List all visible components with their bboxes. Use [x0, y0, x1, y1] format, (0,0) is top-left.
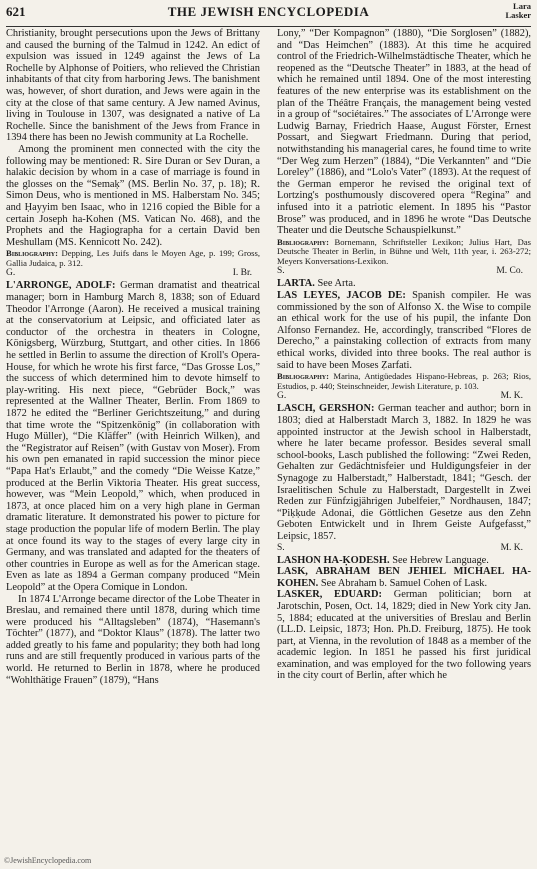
lashon-entry: [277, 555, 531, 567]
larronge-continuation: Lony,” “Der Kompagnon” (1880), “Die Sorglosen” (1882), and “Das Heimchen” (1883). At this time he acquired control of the Friedrich-Wilhelmstädtische Theater, which he reopened as the “Deutsche Theater” in 1883, at the head of which he remained until 1894. One of the most interesting features of the new enterprise was its establishment on the plan of the Théâtre Français, the management being vested in a group of “sociétaires.” The associates of L'Arronge were Ludwig Barnay, Friedrich Haase, August Förster, Ernest Possart, and Siegwart Friedmann. During that period, notwithstanding his managerial cares, he found time to write “Der Weg zum Herzen” (1884), “Die Verkannten” and “Die Loreley” (1886), and “Lolo's Vater” (1893). At the request of the German emperor he revised the original text of Lortzing's posthumously discovered opera “Regina” and infused into it a patriotic element. In 1895 his “Pastor Brose” was produced, and in 1896 he wrote “Das Deutsche Theater und die Deutsche Schauspielkunst.”: [277, 28, 531, 237]
larronge-entry: [6, 280, 260, 593]
larronge-headword: L'ARRONGE, ADOLF:: [6, 280, 116, 292]
las-leyes-entry: [277, 290, 531, 371]
larronge-text-2: In 1874 L'Arronge became director of the Lobe Theater in Breslau, and remained there until 1878, during which time were produced his “Alltagsleben” (1874), “Hasemann's Töchter” (1877), and “Doktor Klaus” (1878). The latter two added greatly to his fame and popularity; they both had long runs and are still frequently produced in various parts of the world. He returned to Berlin in 1878, where he produced “Wohlthätige Frauen” (1879), “Hans: [6, 593, 261, 686]
left-column: [6, 28, 260, 686]
la-rochelle-signature: G. I. Br.: [6, 268, 252, 279]
catchword-bottom: Lasker: [505, 10, 531, 20]
las-leyes-bibliography: [277, 372, 531, 391]
bibliography-label: Bibliography:: [277, 236, 329, 247]
lask-entry: [277, 566, 531, 589]
catchword-top: Lara: [513, 1, 531, 11]
lashon-headword: LASHON HA-ḲODESH.: [277, 554, 390, 566]
running-title: THE JEWISH ENCYCLOPEDIA: [167, 4, 370, 19]
catchwords: [506, 2, 532, 20]
lasch-signature: S. M. K.: [277, 542, 523, 553]
watermark: ©JewishEncyclopedia.com: [4, 856, 92, 865]
las-leyes-headword: LAS LEYES, JACOB DE:: [277, 290, 406, 302]
lask-headword: LASK, ABRAHAM BEN JEHIEL MICHAEL HA-KOHEN.: [277, 566, 531, 589]
larta-crossref[interactable]: See Arta.: [317, 278, 356, 290]
larta-entry: [277, 278, 531, 290]
page-header: [6, 2, 531, 26]
larronge-text: German dramatist and theatrical manager; born in Hamburg March 8, 1838; son of Eduard Theodor l'Arronge (Aaron). He received a musical training at the conservatorium at Leipsic, and officiated later as conductor of the orchestra in theaters in Cologne, Königsberg, Würzburg, Stuttgart, and other cities. In 1866 he settled in Berlin to assume the direction of Kroll's Opera-House, for which he wrote his first farce, “Das Grosse Los,” the success of which determined him to devote himself to play-writing. His next piece, “Gebrüder Bock,” was represented at the Wallner Theater, Berlin. From 1869 to 1872 he edited the “Berliner Gerichtszeitung,” and during that time wrote the “Spitzenkönig” (in collaboration with Hugo Müller), “Die Kläffer” (with Heinrich Wilken), and the “Registrator auf Reisen” (with Gustav von Moser). From his own pen emanated in rapid succession the minor piece “Papa Hat's Erlaubt,” and the comedy “Die Weisse Katze,” produced at the Berlin Viktoria Theater. His great success, however, was “Mein Leopold,” which, when produced in 1873, at once placed him on a very high plane in German dramatic literature. It demonstrated his power to picture for stage production the popular life of modern Berlin. The play at once found its way to the stages of every large city in Germany, and was translated and adapted for the theaters of other countries in Europe as well as for the American stage. Even as late as 1894 a German company produced “Mein Leopold” at the Opera Comique in London.: [6, 280, 260, 593]
bibliography-label: Bibliography:: [277, 371, 329, 382]
bibliography-text: Depping, Les Juifs dans le Moyen Age, p. 199; Gross, Gallia Judaica, p. 312.: [6, 248, 260, 268]
page-number: 621: [6, 4, 26, 19]
larta-headword: LARTA.: [277, 278, 315, 290]
larronge-signature: S. M. Co.: [277, 266, 523, 277]
bibliography-label: Bibliography:: [6, 248, 58, 259]
la-rochelle-scholars: Among the prominent men connected with the city the following may be mentioned: R. Sire Duran or Sev Duran, a halakic decision by whom in a case of marriage is found in the glosses on the “Semaḳ” (MS. Berlin No. 37, p. 18); R. Simon Deus, who is mentioned in MS. Halberstam No. 345; and Ḥayyim ben Isaac, who in 1216 copied the Bible for a certain Joseph ha-Kohen (MS. Vatican No. 468), and the Prophets and the Hagiographa for a certain David ben Meshullam (MS. Kennicott No. 242).: [6, 143, 260, 248]
lasch-entry: [277, 403, 531, 542]
la-rochelle-continuation: Christianity, brought persecutions upon the Jews of Brittany and caused the burning of the Talmud in 1242. An edict of expulsion was issued in 1249 against the Jews of La Rochelle by Alphonse of Poitiers, who relieved the Christian inhabitants of that city from harboring Jews. The banishment was, however, of short duration, and Jews were again in the city at the close of that same century. A Jew named Avinus, living in Toulouse in 1307, was designated a native of La Rochelle. Since the banishment of the Jews from France in 1394 there has been no Jewish community at La Rochelle.: [6, 28, 260, 144]
bibliography-text: Bornemann, Schriftsteller Lexikon; Julius Hart, Das Deutsche Theater in Berlin, in Bühne und Welt, 11th year, i. 263-272; Meyers Konversations-Lexikon.: [277, 236, 531, 266]
right-column: [277, 28, 531, 682]
lask-crossref[interactable]: See Abraham b. Samuel Cohen of Lask.: [320, 577, 488, 589]
lasch-text: German teacher and author; born in 1803; died at Halberstadt March 3, 1882. In 1829 he was appointed instructor at the Jewish school in Halberstadt, where he later became professor. Besides several small school-books, Lasch published the following: “Zwei Reden, Gehalten zur Gedächtnisfeier und Huldigungsfeier in der Synagoge zu Halberstadt,” Halberstadt, 1841; “Gesch. der Israelitischen Schule zu Halberstadt, Dargestellt in Zwei Reden zur Fünfzigjährigen Jubelfeier,” Nordhausen, 1847; “Piḳḳude Adonai, die Göttlichen Gesetze aus den Zehn Geboten Entwickelt und in Ihrem Geiste Aufgefasst,” Leipsic, 1857.: [277, 403, 531, 542]
header-rule: [6, 26, 531, 27]
lasker-entry: [277, 589, 531, 682]
la-rochelle-bibliography: [6, 249, 260, 268]
lashon-crossref[interactable]: See Hebrew Language.: [392, 554, 489, 566]
lasch-headword: LASCH, GERSHON:: [277, 403, 375, 415]
lasker-text: German politician; born at Jarotschin, Posen, Oct. 14, 1829; died in New York city Jan. 5, 1884; educated at the universities of Breslau and Berlin (LL.D. Leipsic, 1873; Hon. Ph.D. Freiburg, 1875). He took part, at Vienna, in the revolution of 1848 as a member of the academic legion. In 1851 he passed his first juridical examination, and was employed for the two following years in the city court of Berlin, after which he: [277, 589, 532, 682]
larronge-bibliography: [277, 238, 531, 267]
las-leyes-signature: G. M. K.: [277, 391, 523, 402]
lasker-headword: LASKER, EDUARD:: [277, 589, 382, 601]
bibliography-text: Marina, Antigüedades Hispano-Hebreas, p. 263; Rios, Estudios, p. 440; Steinschneider, Jewish Literature, p. 103.: [277, 371, 531, 391]
las-leyes-text: Spanish compiler. He was commissioned by the son of Alfonso X. the Wise to compile an ethical work for the use of his pupil, the infante Don Alfonso Fernandez. He, accordingly, transcribed “Flores de Derecho,” a painstaking collection of extracts from many ethical works, divided into three books. The real author is said to have been Moses Ẓarfati.: [277, 290, 531, 371]
